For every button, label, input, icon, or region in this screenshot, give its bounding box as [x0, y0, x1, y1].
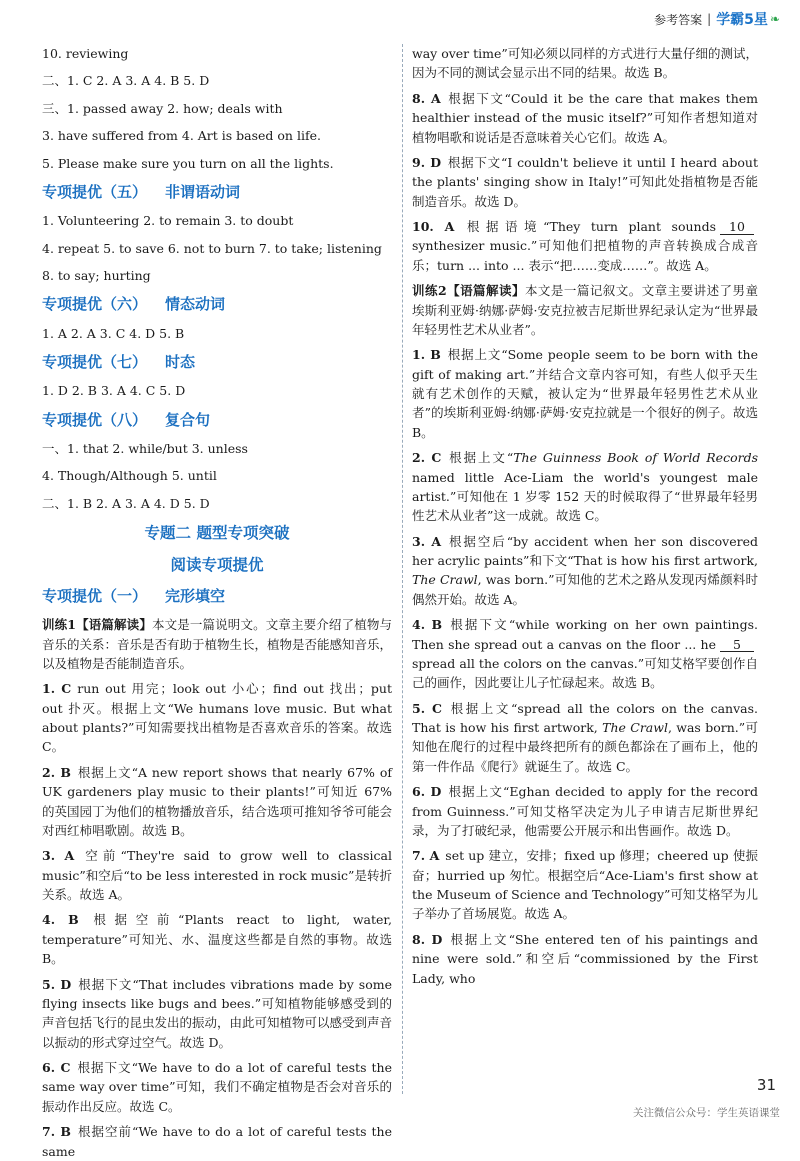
answer-label: 参考答案	[654, 12, 703, 27]
answer-line: 1. Volunteering 2. to remain 3. to doubt	[42, 213, 294, 229]
column-divider	[402, 44, 403, 1094]
answer-line: 10. reviewing	[42, 46, 129, 61]
section-heading: 专项提优（八） 复合句	[42, 410, 211, 429]
explanation-item: 4. B 根据空前“Plants react to light, water, temperature”可知光、水、温度这些都是自然的事物。故选 B。	[42, 912, 392, 967]
answer-line: 4. repeat 5. to save 6. not to burn 7. to take; listening	[42, 240, 382, 256]
explanation-item: 6. C 根据下文“We have to do a lot of careful tests the same way over time”可知，我们不确定植物是否会对音乐的振动作出反应。故选 C。	[42, 1060, 392, 1114]
explanation-item: 2. C 根据上文“The Guinness Book of World Records named little Ace-Liam the world's youngest male artist.”可知他在 1 岁零 152 天的时候取得了“世界最年轻男性艺术从业者”这一成就。故选 C。	[412, 450, 758, 524]
topic-subtitle: 阅读专项提优	[170, 555, 264, 574]
answer-line: 二、1. C 2. A 3. A 4. B 5. D	[42, 73, 210, 89]
answer-line: 5. Please make sure you turn on all the lights.	[42, 155, 334, 171]
explanation-item: 3. A 根据空后“by accident when her son discovered her acrylic paints”和下文“That is how his first artwork, The Crawl, was born.”可知他的艺术之路从发现丙烯颜料时偶然开始。故选 A。	[412, 533, 758, 607]
left-column	[42, 44, 393, 1159]
answer-line: 3. have suffered from 4. Art is based on life.	[42, 128, 321, 144]
explanation-item: 8. A 根据下文“Could it be the care that makes them healthier instead of the music itself?”可知作者想知道对植物唱歌和说话是否意味着关心它们。故选 A。	[412, 90, 758, 145]
page-header	[560, 6, 780, 32]
explanation-item: 1. B 根据上文“Some people seem to be born with the gift of making art.”并结合文章内容可知，有些人似乎天生就有艺术创作的天赋，被认定为“世界最年轻男性艺术从业者”的埃斯利亚姆·纳娜·萨姆·安克拉就是一个很好的例子。故选 B。	[412, 347, 759, 440]
footer-note: 关注微信公众号：学生英语课堂	[633, 1107, 780, 1119]
passage-summary: 训练2【语篇解读】本文是一篇记叙文。文章主要讲述了男童埃斯利亚姆·纳娜·萨姆·安克拉被吉尼斯世界纪录认定为“世界最年轻男性艺术从业者”。	[412, 283, 758, 337]
passage-summary: 训练1【语篇解读】本文是一篇说明文。文章主要介绍了植物与音乐的关系：音乐是否有助于植物生长，植物是否能感知音乐，以及植物是否能制造音乐。	[42, 617, 393, 671]
header-separator: |	[707, 12, 712, 26]
answer-line: 一、1. that 2. while/but 3. unless	[42, 440, 248, 456]
blank-number: 5	[720, 638, 754, 653]
explanation-item: 2. B 根据上文“A new report shows that nearly 67% of UK gardeners play music to their plants!”可知近 67% 的英国园丁为他们的植物播放音乐，结合选项可推知爷爷可能会对西红柿唱歌剧。故选 B。	[42, 764, 393, 838]
answer-line: 1. D 2. B 3. A 4. C 5. D	[42, 383, 186, 399]
explanation-item: 7. A set up 建立，安排；fixed up 修理；cheered up 使振奋；hurried up 匆忙。根据空后“Ace-Liam's first show at the Museum of Science and Technology”可知艾格罕为儿子举办了首场展览。故选 A。	[412, 848, 758, 922]
section-heading: 专项提优（五） 非谓语动词	[42, 182, 241, 201]
page-number: 31	[756, 1076, 776, 1094]
explanation-item: 5. D 根据下文“That includes vibrations made by some flying insects like bugs and bees.”可知植物能够感受到的声音包括飞行的昆虫发出的振动，由此可知植物可以感受到声音以振动的形式穿过空气。故选 D。	[42, 976, 393, 1050]
section-heading: 专项提优（七） 时态	[42, 352, 196, 371]
brand-logo: 学霸5星	[716, 12, 768, 28]
explanation-item: 4. B 根据下文“while working on her own paintings. Then she spread out a canvas on the floor ... he 5spread all the colors on the canvas.”可知艾格罕要创作自己的画作，因此要让儿子忙碌起来。故选 B。	[412, 617, 758, 691]
answer-line: 4. Though/Although 5. until	[42, 468, 217, 484]
right-column	[412, 44, 758, 1100]
answer-line: 三、1. passed away 2. how; deals with	[42, 100, 283, 116]
explanation-item: 8. D 根据上文“She entered ten of his paintings and nine were sold.”和空后“commissioned by the First Lady, who	[412, 931, 758, 986]
explanation-item: 10. A 根据语境“They turn plant sounds 10synthesizer music.”可知他们把植物的声音转换成合成音乐；turn ... into ... 表示“把……变成……”。故选 A。	[412, 219, 758, 273]
explanation-item: 7. B 根据空前“We have to do a lot of careful tests the same	[42, 1124, 393, 1159]
explanation-item: 9. D 根据下文“I couldn't believe it until I heard about the plants' singing show in Italy!”可知此处指植物是否能制造音乐。故选 D。	[412, 154, 758, 209]
answer-line: 二、1. B 2. A 3. A 4. D 5. D	[42, 495, 210, 511]
section-heading: 专项提优（一） 完形填空	[42, 586, 226, 605]
explanation-item: 5. C 根据上文“spread all the colors on the canvas. That is how his first artwork, The Crawl, was born.”可知他在爬行的过程中最终把所有的颜色都涂在了画布上，他的第一件作品《爬行》就诞生了。故选 C。	[412, 700, 759, 774]
answer-line: 1. A 2. A 3. C 4. D 5. B	[42, 325, 185, 341]
topic-title: 专题二 题型专项突破	[144, 523, 290, 542]
leaf-icon: ❧	[769, 12, 780, 26]
answer-line: 8. to say; hurting	[42, 267, 151, 283]
blank-number: 10	[720, 220, 754, 235]
explanation-item: 6. D 根据上文“Eghan decided to apply for the record from Guinness.”可知艾格罕决定为儿子申请吉尼斯世界纪录，为了打破纪录，他需要公开展示和出售画作。故选 D。	[412, 784, 758, 838]
section-heading: 专项提优（六） 情态动词	[42, 295, 226, 314]
explanation-item: 1. C run out 用完；look out 小心；find out 找出；put out 扑灭。根据上文“We humans love music. But what about plants?”可知需要找出植物是否喜欢音乐的答案。故选 C。	[42, 681, 392, 755]
explanation-continued: way over time”可知必须以同样的方式进行大量仔细的测试，因为不同的测试会显示出不同的结果。故选 B。	[412, 46, 758, 81]
explanation-item: 3. A 空前“They're said to grow well to classical music”和空后“to be less interested in rock music”是转折关系。故选 A。	[42, 848, 392, 903]
